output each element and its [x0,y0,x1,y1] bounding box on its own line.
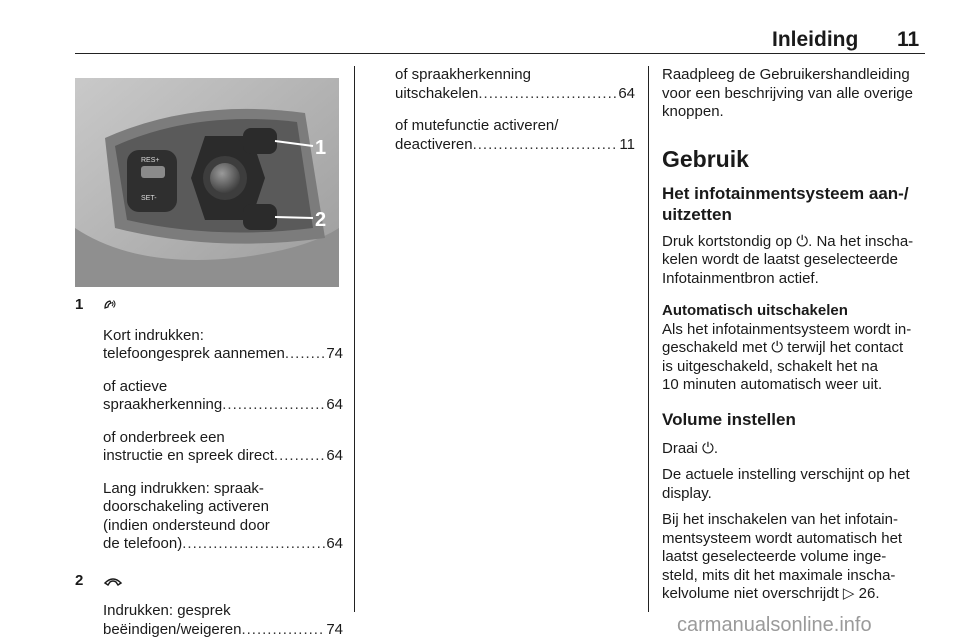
text: Als het infotainmentsysteem wordt in- [662,320,912,338]
set-label: SET- [141,195,157,202]
text: mentsysteem wordt automatisch het [662,529,903,547]
column-2 [367,66,635,154]
text: display. [662,484,712,502]
column-1 [75,296,343,639]
callout-2: 2 [315,209,327,231]
entry-line: Lang indrukken: spraak- [103,479,264,497]
entry-line: of onderbreek een [103,428,225,446]
steering-wheel-photo [75,78,339,287]
text: laatst geselecteerde volume inge- [662,548,887,565]
text: Infotainmentbron actief. [662,269,819,287]
toc-line [103,447,343,466]
page-number: 11 [897,28,920,51]
toc-line [395,85,635,104]
text: kelen wordt de laatst geselecteerde [662,251,898,268]
item-number: 1 [75,296,84,313]
page-ref: 64 [326,447,343,464]
entry [103,378,343,415]
res-label: RES+ [141,157,160,164]
entry-text: deactiveren [395,135,473,153]
text: De actuele instelling verschijnt op het [662,466,910,483]
page-ref: 74 [326,345,343,362]
page-ref: 74 [326,620,343,638]
entry-text: uitschakelen [395,84,479,102]
item-1 [75,296,343,554]
callout-1: 1 [315,137,327,159]
subsection-heading: Volume instellen [662,409,796,429]
text: geschakeld met [662,339,768,356]
page-ref: 64 [326,535,343,552]
entry-text: instructie en spreek direct [103,447,274,464]
entry-text: spraakherkenning [103,396,223,413]
leader-dots [182,535,325,554]
text: is uitgeschakeld, schakelt het na [662,357,878,375]
leader-dots [478,85,617,104]
toc-line [103,396,343,415]
page-reference-arrow-icon: ▷ [842,585,855,602]
entry [103,327,343,364]
subsection-heading: Automatisch uitschakelen [662,302,848,319]
leader-dots [285,345,326,364]
intro-line: voor een beschrijving van alle overige [662,84,913,102]
column-3 [662,66,927,604]
entry-line: doorschakeling activeren [103,498,269,515]
text: Druk kortstondig op [662,232,793,250]
leader-dots [473,136,619,155]
column-divider-2 [648,66,649,612]
entry-line: of mutefunctie activeren/ [395,117,559,134]
leader-dots [241,621,325,640]
heading-line: uitzetten [662,204,732,224]
intro-line: knoppen. [662,103,724,120]
leader-dots [222,396,325,415]
paragraph [662,511,927,604]
toc-line [103,535,343,554]
subsection-heading [662,183,927,225]
paragraph [662,440,927,459]
text: . [713,439,719,457]
entry [103,429,343,466]
text: steld, mits dit het maximale inscha- [662,566,896,584]
text: kelvolume niet overschrijdt [662,585,839,602]
leader-dots [274,447,325,466]
hang-up-icon [103,572,343,591]
toc-line [103,621,343,640]
text: 10 minuten automatisch weer uit. [662,376,883,393]
item-number: 2 [75,571,84,589]
entry-line: of actieve [103,377,168,395]
phone-voice-icon [103,296,343,315]
section-heading: Gebruik [662,145,749,172]
power-knob-icon: ⏻ [702,439,714,457]
power-knob-icon: ⏻ [796,232,809,250]
heading-line: Het infotainmentsysteem aan-/ [662,183,909,203]
page-ref: 64 [618,84,635,102]
text: terwijl het contact [787,339,904,356]
entry-text: beëindigen/weigeren [103,620,242,638]
paragraph [662,321,927,395]
header-title: Inleiding [772,28,859,51]
entry-text: de telefoon) [103,535,183,552]
page-link[interactable]: 26. [858,585,880,602]
watermark: carmanualsonline.info [677,614,872,636]
paragraph [662,466,927,503]
entry-line: (indien ondersteund door [103,516,270,534]
entry-text: telefoongesprek aannemen [103,345,285,362]
page-ref: 64 [326,396,343,413]
entry-line: of spraakherkenning [395,66,531,83]
entry-line: Indrukken: gesprek [103,602,231,619]
page-ref: 11 [619,135,635,153]
entry [103,602,343,639]
entry [395,117,635,154]
text: Bij het inschakelen van het infotain- [662,511,898,528]
column-divider-1 [354,66,355,612]
text: Draai [662,439,698,457]
header-rule [75,53,925,54]
text: . Na het inscha- [808,232,914,250]
toc-line [103,345,343,364]
power-knob-icon: ⏻ [771,339,784,356]
item-2 [75,572,343,640]
entry [103,480,343,554]
paragraph [662,233,927,289]
item-continued [367,66,635,154]
entry-line: Kort indrukken: [103,326,204,344]
entry [395,66,635,103]
intro-line: Raadpleeg de Gebruikershandleiding [662,66,910,83]
toc-line [395,136,635,155]
